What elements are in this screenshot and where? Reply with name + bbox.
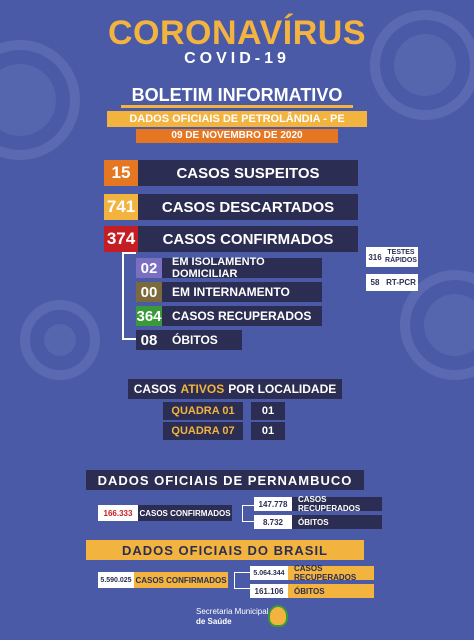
stat-confirmados [104, 226, 358, 252]
stat-label: EM INTERNAMENTO [162, 282, 322, 302]
localidade-title-highlight: ATIVOS [180, 382, 225, 396]
localidade-name: QUADRA 07 [163, 422, 243, 440]
page-title: CORONAVÍRUS [108, 14, 366, 52]
brasil-title: DADOS OFICIAIS DO BRASIL [86, 540, 364, 560]
br-deaths [250, 584, 374, 598]
test-value: 316 [366, 247, 384, 267]
stat-label: CASOS SUSPEITOS [138, 160, 358, 186]
localidade-value: 01 [251, 402, 285, 420]
pe-confirmed [98, 505, 232, 521]
pe-confirmed-value: 166.333 [98, 505, 138, 521]
stat-label: CASOS RECUPERADOS [162, 306, 322, 326]
br-connector [234, 572, 250, 589]
test-value: 58 [366, 274, 384, 291]
test-label: RT-PCR [384, 274, 418, 291]
substat-recuperados [136, 306, 322, 326]
footer-secretaria [196, 607, 268, 627]
localidade-row [163, 402, 285, 420]
pe-confirmed-label: CASOS CONFIRMADOS [138, 505, 232, 521]
stat-descartados [104, 194, 358, 220]
stat-label: ÓBITOS [162, 330, 242, 350]
substat-obitos [136, 330, 242, 350]
test-label: TESTES RÁPIDOS [384, 247, 418, 267]
test-rapidos [366, 247, 418, 267]
localidade-title-prefix: CASOS [133, 382, 177, 396]
pe-deaths-value: 8.732 [254, 515, 292, 529]
br-confirmed-value: 5.590.025 [98, 572, 134, 588]
stat-value: 08 [136, 330, 162, 350]
localidade-row [163, 422, 285, 440]
stat-value: 374 [104, 226, 138, 252]
stat-label: CASOS DESCARTADOS [138, 194, 358, 220]
pe-deaths [254, 515, 382, 529]
confirmed-breakdown-bracket [122, 252, 136, 340]
br-deaths-label: ÓBITOS [288, 584, 374, 598]
br-deaths-value: 161.106 [250, 584, 288, 598]
source-banner: DADOS OFICIAIS DE PETROLÂNDIA - PE [107, 111, 367, 127]
localidade-title [128, 379, 342, 399]
localidade-title-suffix: POR LOCALIDADE [228, 382, 337, 396]
stat-value: 00 [136, 282, 162, 302]
stat-value: 15 [104, 160, 138, 186]
pe-recovered [254, 497, 382, 511]
pe-recovered-value: 147.778 [254, 497, 292, 511]
substat-isolamento [136, 258, 322, 278]
virus-decoration-icon [20, 300, 100, 380]
pe-recovered-label: CASOS RECUPERADOS [292, 497, 382, 511]
stat-value: 364 [136, 307, 162, 325]
footer-line1: Secretaria Municipal [196, 607, 269, 616]
pe-connector [242, 505, 254, 522]
br-confirmed [98, 572, 228, 588]
saude-logo-icon [268, 605, 288, 627]
stat-value: 02 [136, 258, 162, 278]
bulletin-heading: BOLETIM INFORMATIVO [121, 82, 353, 108]
br-confirmed-label: CASOS CONFIRMADOS [134, 572, 228, 588]
footer-line2: de Saúde [196, 617, 232, 626]
pernambuco-title: DADOS OFICIAIS DE PERNAMBUCO [86, 470, 364, 490]
page-subtitle: COVID-19 [184, 50, 290, 67]
br-recovered [250, 566, 374, 580]
test-rtpcr [366, 274, 418, 291]
date-banner: 09 DE NOVEMBRO DE 2020 [136, 129, 338, 143]
br-recovered-value: 5.064.344 [250, 566, 288, 580]
pe-deaths-label: ÓBITOS [292, 515, 382, 529]
localidade-name: QUADRA 01 [163, 402, 243, 420]
substat-internamento [136, 282, 322, 302]
br-recovered-label: CASOS RECUPERADOS [288, 566, 374, 580]
stat-label: CASOS CONFIRMADOS [138, 226, 358, 252]
stat-suspeitos [104, 160, 358, 186]
stat-value: 741 [104, 194, 138, 220]
localidade-value: 01 [251, 422, 285, 440]
stat-label: EM ISOLAMENTO DOMICILIAR [162, 258, 322, 278]
